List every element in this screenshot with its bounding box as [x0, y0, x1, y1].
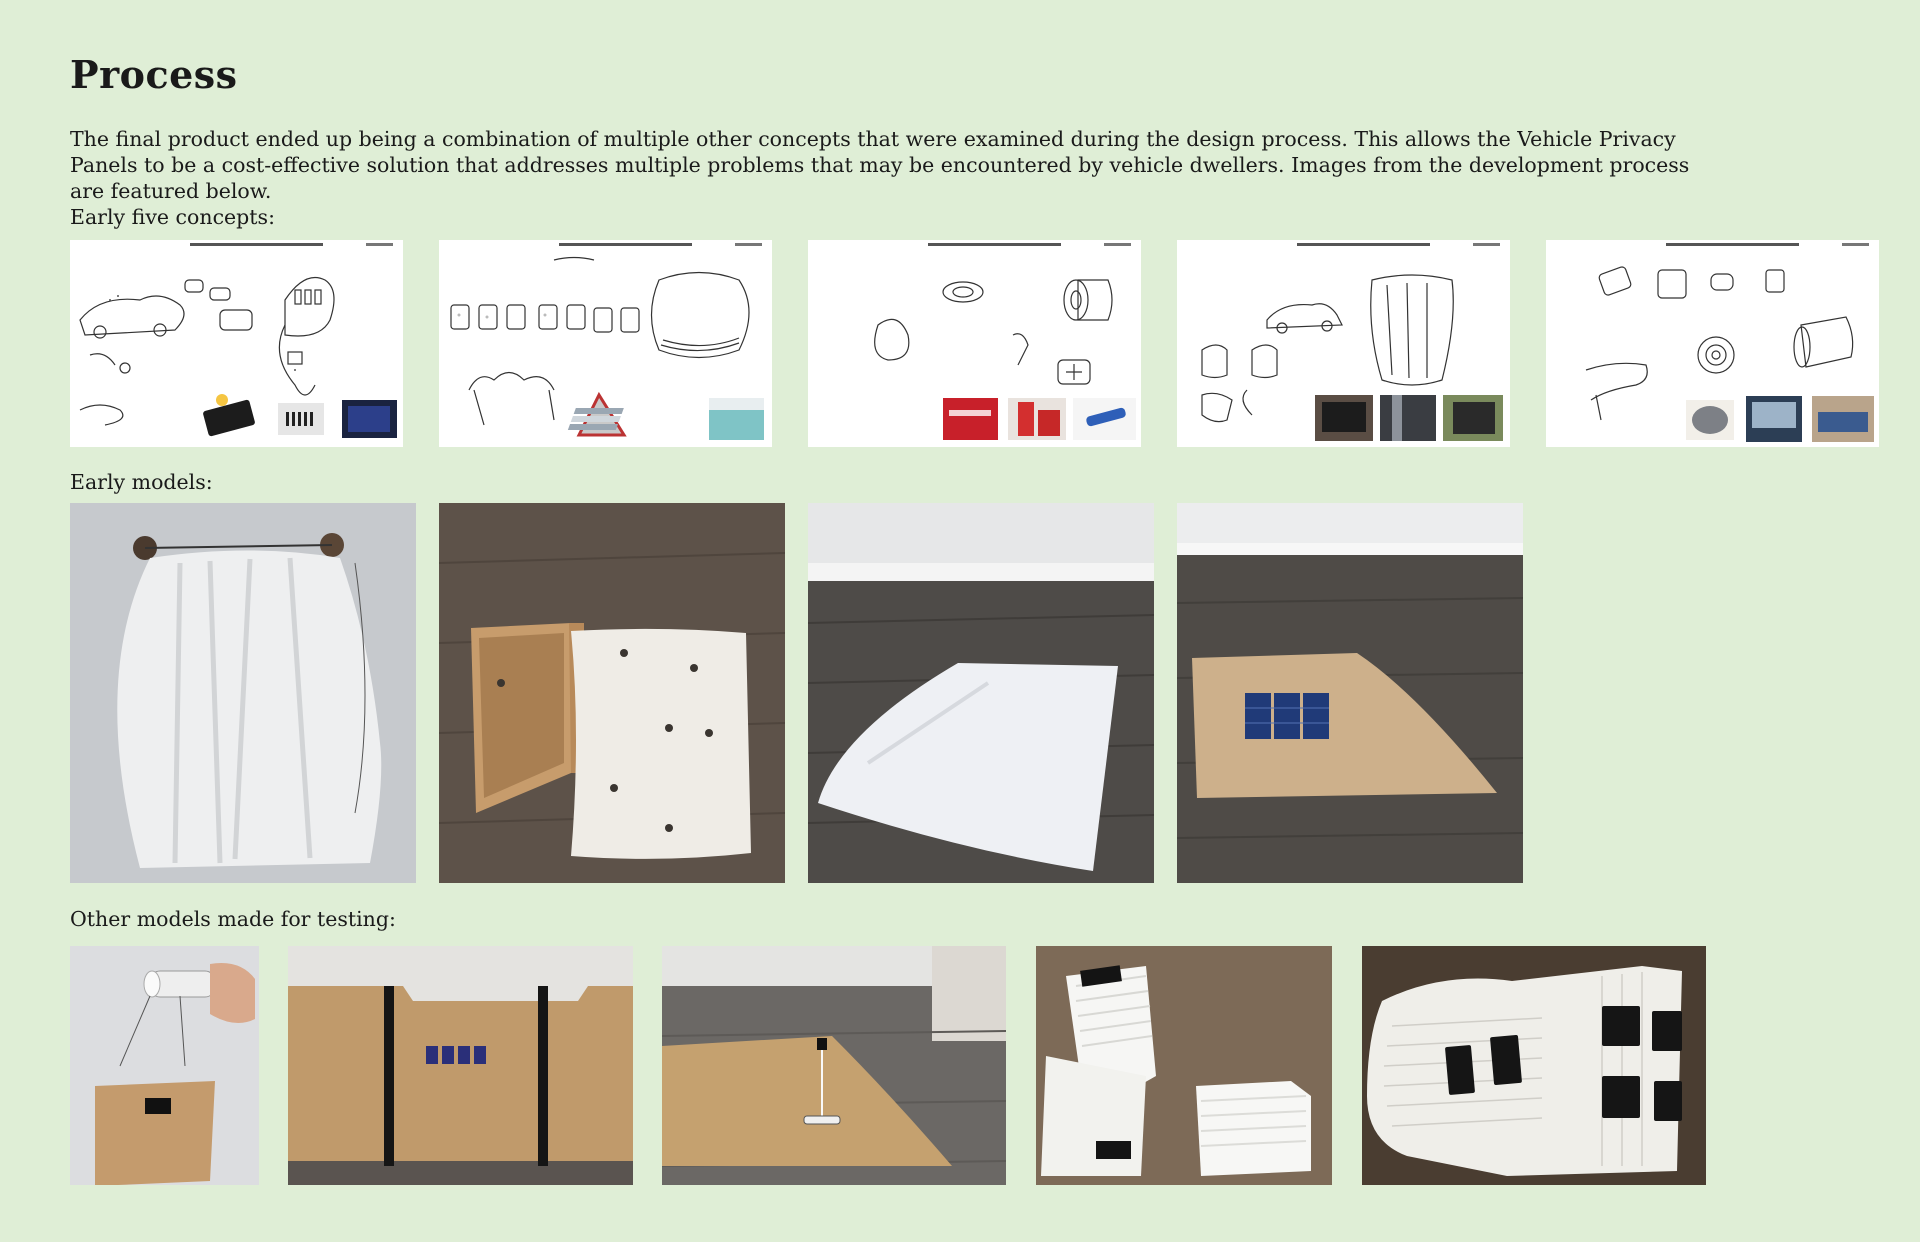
sheet-header	[1177, 242, 1510, 252]
concept-sheet-4	[1177, 240, 1510, 447]
concept-sheet-2	[439, 240, 772, 447]
early-model-photo-cardboard-panel	[1177, 503, 1523, 883]
concept-sketch-1	[70, 240, 403, 447]
page-title: Process	[70, 52, 238, 97]
concept-sketch-2	[439, 240, 772, 447]
concept-sheet-3	[808, 240, 1141, 447]
concepts-label: Early five concepts:	[70, 205, 275, 229]
testing-photo-foam-hinge	[1036, 946, 1332, 1185]
testing-photo-cardboard-handle	[662, 946, 1006, 1185]
sheet-header	[70, 242, 403, 252]
testing-label: Other models made for testing:	[70, 907, 396, 931]
testing-photo-panel-straps	[288, 946, 633, 1185]
concept-sketch-3	[808, 240, 1141, 447]
sheet-header	[439, 242, 772, 252]
testing-photo-tube	[70, 946, 259, 1185]
concept-sketch-5	[1546, 240, 1879, 447]
intro-paragraph: The final product ended up being a combination of multiple other concepts that were examined during the design process. This allows the Vehicle Privacy Panels to be a cost-effective solution that addresses multiple problems that may be encountered by vehicle dwellers. Images from the development process are featured below.	[70, 127, 1690, 203]
concept-sketch-4	[1177, 240, 1510, 447]
concept-sheet-5	[1546, 240, 1879, 447]
sheet-header	[1546, 242, 1879, 252]
early-model-photo-box	[439, 503, 785, 883]
early-models-label: Early models:	[70, 470, 213, 494]
early-model-photo-curtain	[70, 503, 416, 883]
testing-photo-foam-panel-velcro	[1362, 946, 1706, 1185]
concept-sheet-1	[70, 240, 403, 447]
sheet-header	[808, 242, 1141, 252]
early-model-photo-fabric	[808, 503, 1154, 883]
